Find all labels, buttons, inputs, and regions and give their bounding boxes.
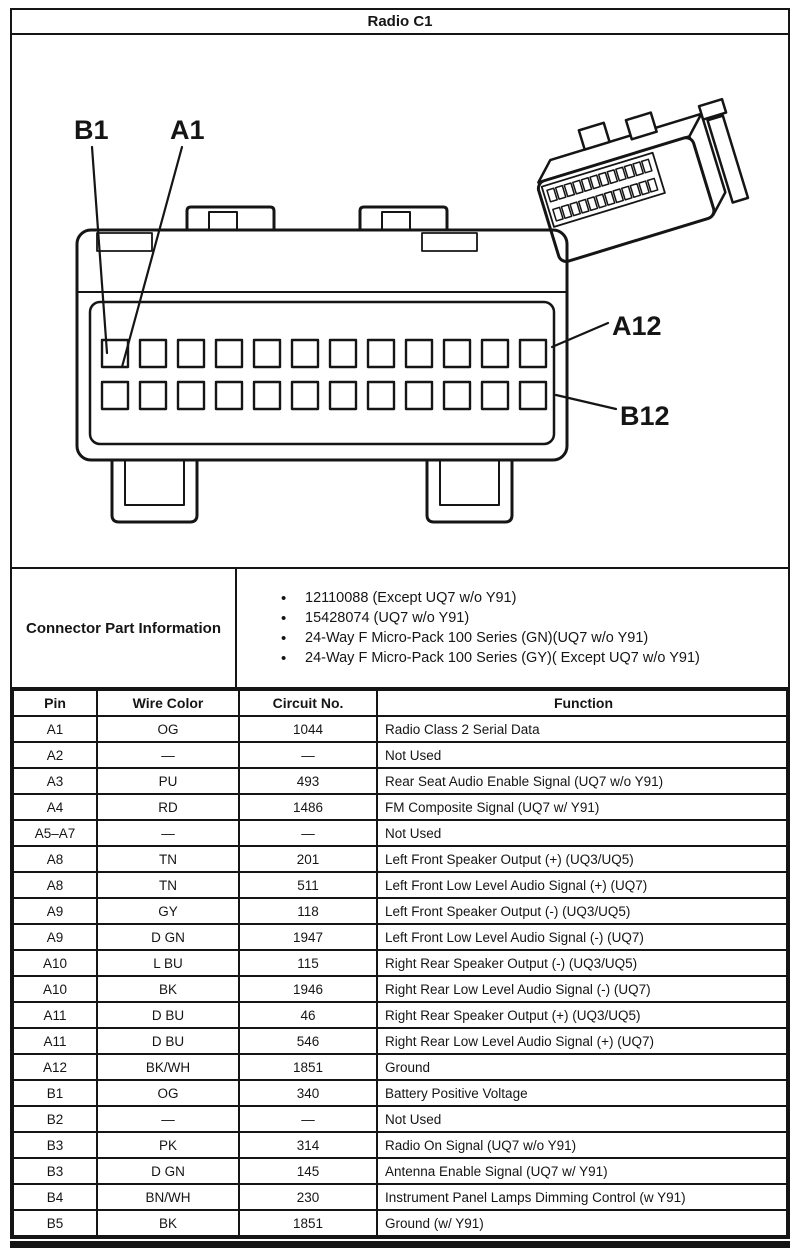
cell-pin: A12 — [13, 1054, 97, 1080]
cell-function: Battery Positive Voltage — [377, 1080, 787, 1106]
cell-pin: A8 — [13, 846, 97, 872]
pin-label-a12: A12 — [612, 311, 662, 341]
table-row — [13, 1002, 787, 1028]
pin-table-body — [13, 716, 787, 1236]
connector-part-numbers — [237, 569, 788, 687]
table-header-row — [13, 690, 787, 716]
table-row — [13, 1028, 787, 1054]
table-row — [13, 1080, 787, 1106]
cell-pin: B5 — [13, 1210, 97, 1236]
cell-pin: A8 — [13, 872, 97, 898]
cell-wire-color: D GN — [97, 924, 239, 950]
cell-function: Radio On Signal (UQ7 w/o Y91) — [377, 1132, 787, 1158]
cell-pin: B4 — [13, 1184, 97, 1210]
cell-function: Not Used — [377, 820, 787, 846]
cell-function: Antenna Enable Signal (UQ7 w/ Y91) — [377, 1158, 787, 1184]
cell-function: Left Front Low Level Audio Signal (-) (UQ7) — [377, 924, 787, 950]
cell-circuit-no: 1851 — [239, 1210, 377, 1236]
cell-circuit-no: 118 — [239, 898, 377, 924]
table-row — [13, 820, 787, 846]
col-header-wire-color: Wire Color — [97, 690, 239, 716]
cell-pin: B3 — [13, 1132, 97, 1158]
cell-wire-color: D GN — [97, 1158, 239, 1184]
cell-function: Ground (w/ Y91) — [377, 1210, 787, 1236]
leader-line-a12 — [552, 323, 608, 347]
cell-wire-color: BK — [97, 976, 239, 1002]
connector-part-info-label: Connector Part Information — [12, 569, 237, 687]
cell-circuit-no: 1851 — [239, 1054, 377, 1080]
cell-wire-color: BN/WH — [97, 1184, 239, 1210]
table-row — [13, 872, 787, 898]
cell-circuit-no: 1044 — [239, 716, 377, 742]
cell-wire-color: RD — [97, 794, 239, 820]
cell-function: Radio Class 2 Serial Data — [377, 716, 787, 742]
cell-circuit-no: — — [239, 742, 377, 768]
cell-function: Not Used — [377, 742, 787, 768]
cell-pin: A4 — [13, 794, 97, 820]
table-row — [13, 1158, 787, 1184]
part-number-item: • 24-Way F Micro-Pack 100 Series (GN)(UQ7 w/o Y91) — [305, 630, 700, 646]
table-row — [13, 1106, 787, 1132]
pin-label-a1: A1 — [170, 115, 205, 145]
cell-pin: A2 — [13, 742, 97, 768]
cell-wire-color: BK — [97, 1210, 239, 1236]
cell-pin: A10 — [13, 950, 97, 976]
cell-function: Right Rear Speaker Output (-) (UQ3/UQ5) — [377, 950, 787, 976]
cell-circuit-no: 46 — [239, 1002, 377, 1028]
cell-wire-color: BK/WH — [97, 1054, 239, 1080]
table-row — [13, 716, 787, 742]
cell-pin: A10 — [13, 976, 97, 1002]
cell-circuit-no: 511 — [239, 872, 377, 898]
leader-line-b1 — [92, 147, 107, 353]
col-header-function: Function — [377, 690, 787, 716]
leader-line-a1 — [122, 147, 182, 367]
cell-circuit-no: — — [239, 820, 377, 846]
cell-pin: A5–A7 — [13, 820, 97, 846]
cell-pin: A3 — [13, 768, 97, 794]
pin-label-b1: B1 — [74, 115, 109, 145]
cell-wire-color: OG — [97, 1080, 239, 1106]
cell-function: Right Rear Speaker Output (+) (UQ3/UQ5) — [377, 1002, 787, 1028]
table-row — [13, 1054, 787, 1080]
cell-circuit-no: 230 — [239, 1184, 377, 1210]
part-number-item: • 15428074 (UQ7 w/o Y91) — [305, 610, 700, 626]
table-row — [13, 950, 787, 976]
pin-table — [12, 689, 788, 1237]
cell-wire-color: — — [97, 742, 239, 768]
connector-diagram — [12, 35, 788, 569]
pin-grid-row-b — [102, 382, 546, 409]
cell-wire-color: — — [97, 1106, 239, 1132]
cell-function: Left Front Speaker Output (+) (UQ3/UQ5) — [377, 846, 787, 872]
table-row — [13, 742, 787, 768]
cell-wire-color: D BU — [97, 1002, 239, 1028]
part-number-item: • 24-Way F Micro-Pack 100 Series (GY)( Except UQ7 w/o Y91) — [305, 650, 700, 666]
cell-function: Not Used — [377, 1106, 787, 1132]
table-row — [13, 768, 787, 794]
pin-grid-row-a — [102, 340, 546, 367]
cell-circuit-no: 1946 — [239, 976, 377, 1002]
part-number-item: • 12110088 (Except UQ7 w/o Y91) — [305, 590, 700, 606]
header-bar — [12, 10, 788, 35]
part-number-list — [237, 586, 700, 670]
cell-pin: B2 — [13, 1106, 97, 1132]
cell-circuit-no: 115 — [239, 950, 377, 976]
cell-pin: A1 — [13, 716, 97, 742]
cell-wire-color: — — [97, 820, 239, 846]
connector-part-info-section — [12, 569, 788, 689]
table-row — [13, 1132, 787, 1158]
document-frame — [10, 8, 790, 1239]
cell-pin: A11 — [13, 1028, 97, 1054]
table-row — [13, 1210, 787, 1236]
cell-circuit-no: 145 — [239, 1158, 377, 1184]
cell-function: Right Rear Low Level Audio Signal (-) (UQ7) — [377, 976, 787, 1002]
page-bottom-rule — [10, 1241, 790, 1248]
table-row — [13, 1184, 787, 1210]
connector-diagram-svg — [12, 35, 788, 567]
table-row — [13, 846, 787, 872]
cell-circuit-no: 1486 — [239, 794, 377, 820]
cell-wire-color: PU — [97, 768, 239, 794]
cell-pin: A11 — [13, 1002, 97, 1028]
cell-circuit-no: 201 — [239, 846, 377, 872]
cell-function: Instrument Panel Lamps Dimming Control (w Y91) — [377, 1184, 787, 1210]
table-row — [13, 976, 787, 1002]
cell-circuit-no: — — [239, 1106, 377, 1132]
cell-function: Left Front Low Level Audio Signal (+) (UQ7) — [377, 872, 787, 898]
table-row — [13, 794, 787, 820]
connector-front-view — [77, 147, 616, 522]
cell-circuit-no: 1947 — [239, 924, 377, 950]
cell-function: FM Composite Signal (UQ7 w/ Y91) — [377, 794, 787, 820]
col-header-circuit-no: Circuit No. — [239, 690, 377, 716]
col-header-pin: Pin — [13, 690, 97, 716]
table-row — [13, 924, 787, 950]
cell-circuit-no: 493 — [239, 768, 377, 794]
cell-circuit-no: 340 — [239, 1080, 377, 1106]
cell-wire-color: OG — [97, 716, 239, 742]
cell-pin: B1 — [13, 1080, 97, 1106]
page-title: Radio C1 — [367, 13, 433, 30]
pin-label-b12: B12 — [620, 401, 670, 431]
cell-pin: A9 — [13, 898, 97, 924]
cell-function: Rear Seat Audio Enable Signal (UQ7 w/o Y91) — [377, 768, 787, 794]
cell-wire-color: TN — [97, 872, 239, 898]
cell-wire-color: L BU — [97, 950, 239, 976]
leader-line-b12 — [556, 395, 616, 409]
cell-circuit-no: 546 — [239, 1028, 377, 1054]
cell-wire-color: TN — [97, 846, 239, 872]
cell-function: Right Rear Low Level Audio Signal (+) (UQ7) — [377, 1028, 787, 1054]
cell-pin: B3 — [13, 1158, 97, 1184]
cell-wire-color: GY — [97, 898, 239, 924]
cell-circuit-no: 314 — [239, 1132, 377, 1158]
cell-function: Ground — [377, 1054, 787, 1080]
cell-pin: A9 — [13, 924, 97, 950]
cell-function: Left Front Speaker Output (-) (UQ3/UQ5) — [377, 898, 787, 924]
connector-3d-view — [525, 88, 754, 264]
table-row — [13, 898, 787, 924]
cell-wire-color: D BU — [97, 1028, 239, 1054]
cell-wire-color: PK — [97, 1132, 239, 1158]
